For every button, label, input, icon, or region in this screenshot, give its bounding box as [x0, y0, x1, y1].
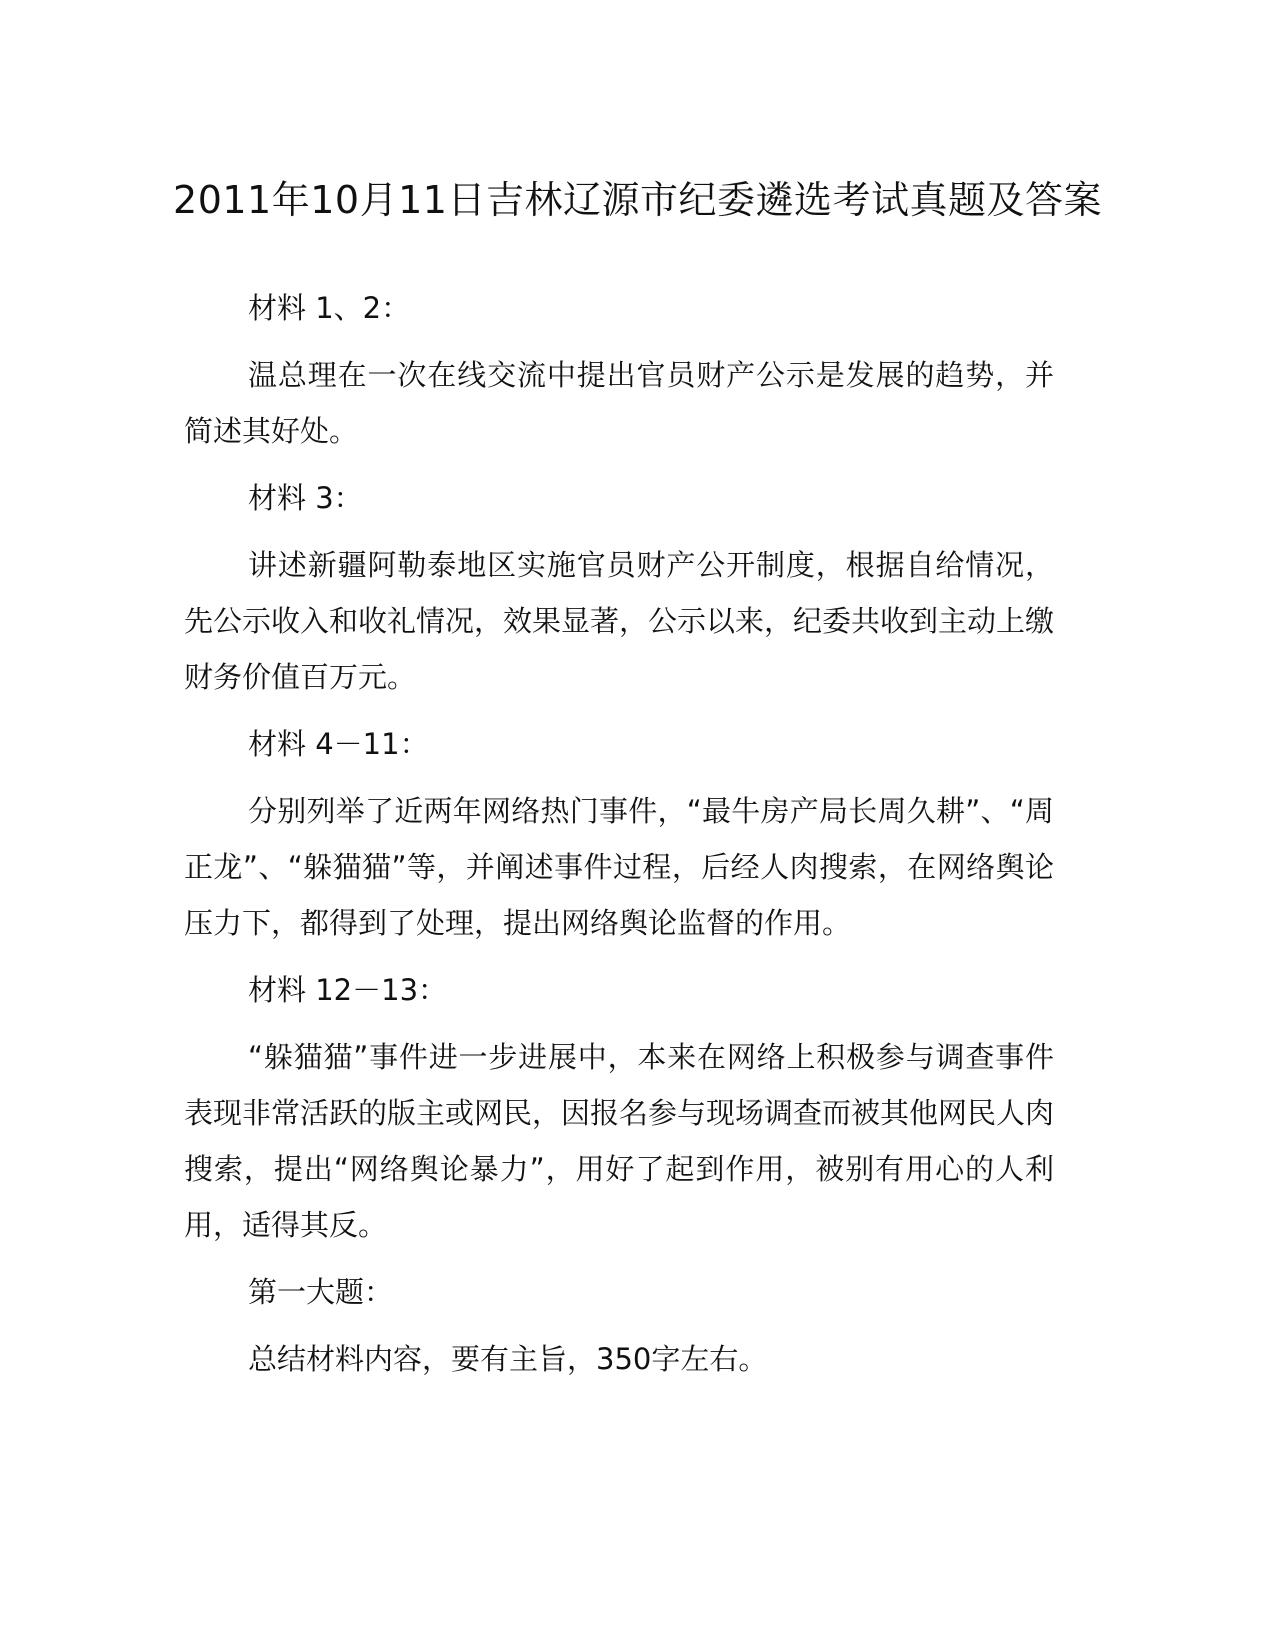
material-label-1-2: 材料 1、2：	[248, 291, 411, 325]
material-text-1-2: 温总理在一次在线交流中提出官员财产公示是发展的趋势，并简述其好处。	[184, 358, 1054, 448]
question-heading-1: 第一大题：	[248, 1275, 394, 1309]
material-text-3: 讲述新疆阿勒泰地区实施官员财产公开制度，根据自给情况，先公示收入和收礼情况，效果显著，公示以来，纪委共收到主动上缴财务价值百万元。	[184, 548, 1055, 694]
material-text-4-11: 分别列举了近两年网络热门事件，“最牛房产局长周久耕”、“周正龙”、“躲猫猫”等，并阐述事件过程，后经人肉搜索，在网络舆论压力下，都得到了处理，提出网络舆论监督的作用。	[184, 794, 1054, 940]
material-label-12-13: 材料 12－13：	[248, 973, 448, 1007]
document-title: 2011年10月11日吉林辽源市纪委遴选考试真题及答案	[173, 178, 1102, 223]
material-label-4-11: 材料 4－11：	[248, 727, 429, 761]
question-text-1: 总结材料内容，要有主旨，350字左右。	[248, 1342, 768, 1376]
document-body	[184, 280, 1054, 1398]
material-text-12-13: “躲猫猫”事件进一步进展中，本来在网络上积极参与调查事件表现非常活跃的版主或网民，因报名参与现场调查而被其他网民人肉搜索，提出“网络舆论暴力”，用好了起到作用，被别有用心的人利用，适得其反。	[184, 1040, 1055, 1242]
material-label-3: 材料 3：	[248, 481, 363, 515]
